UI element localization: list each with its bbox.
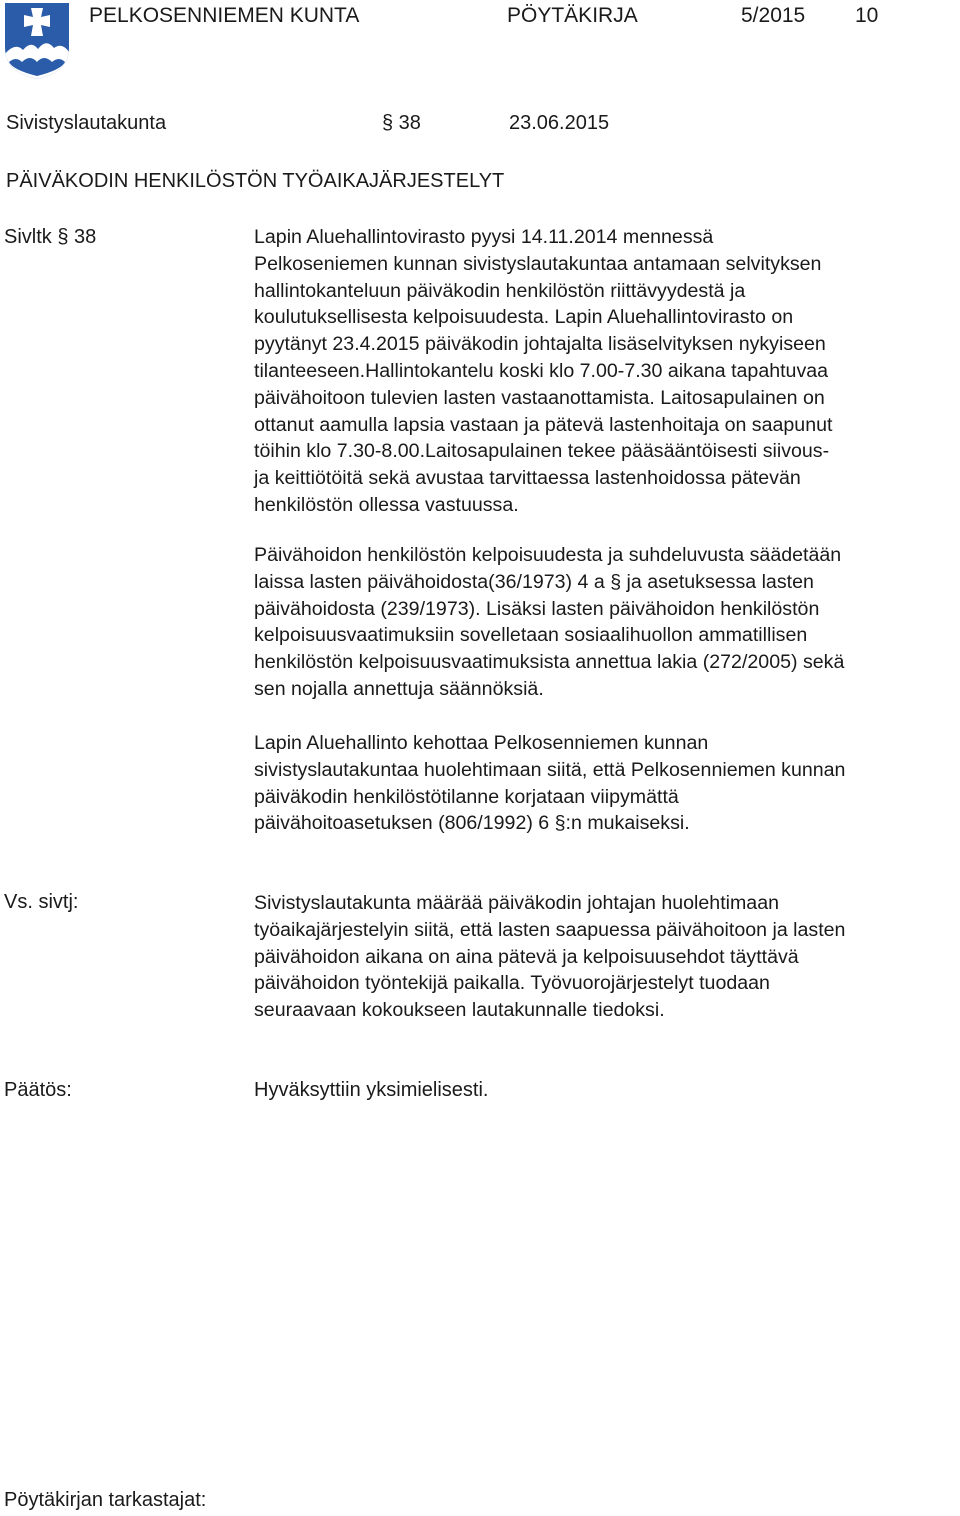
paragraph-line: päivähoitoasetuksen (806/1992) 6 §:n mukaiseksi. — [254, 812, 690, 835]
paragraph-line: tilanteeseen.Hallintokantelu koski klo 7.00-7.30 aikana tapahtuvaa — [254, 359, 829, 382]
paragraph-line: Lapin Aluehallintovirasto pyysi 14.11.2014 mennessä — [254, 226, 714, 248]
paragraph-line: päiväkodin henkilöstötilanne korjataan viipymättä — [254, 785, 679, 808]
paragraph-line: Pelkoseniemen kunnan sivistyslautakuntaa antamaan selvityksen — [254, 252, 822, 275]
proposal-line: päivähoidon työntekijä paikalla. Työvuorojärjestelyt tuodaan — [254, 972, 770, 995]
decision-label: Päätös: — [4, 1079, 72, 1101]
paragraph-line: pyytänyt 23.4.2015 päiväkodin johtajalta lisäselvityksen nykyiseen — [254, 333, 826, 356]
proposal-label: Vs. sivtj: — [4, 891, 79, 913]
paragraph-line: sivistyslautakuntaa huolehtimaan siitä, että Pelkosenniemen kunnan — [254, 758, 846, 781]
decision-text: Hyväksyttiin yksimielisesti. — [254, 1079, 489, 1101]
proposal-text — [254, 890, 959, 1024]
page-title: PÄIVÄKODIN HENKILÖSTÖN TYÖAIKAJÄRJESTELYT — [6, 170, 505, 192]
page-number: 10 — [855, 4, 879, 27]
case-label: Sivltk § 38 — [4, 226, 97, 248]
reviewers-label: Pöytäkirjan tarkastajat: — [4, 1489, 207, 1511]
paragraph-request — [254, 730, 959, 837]
meeting-date: 23.06.2015 — [509, 112, 610, 134]
paragraph-line: ja keittiötöitä sekä avustaa tarvittaessa lastenhoidossa pätevän — [254, 467, 801, 490]
proposal-line: päivähoidon aikana on aina pätevä ja kelpoisuusehdot täyttävä — [254, 945, 799, 968]
proposal-line: seuraavaan kokoukseen lautakunnalle tiedoksi. — [254, 999, 665, 1022]
paragraph-line: Päivähoidon henkilöstön kelpoisuudesta ja suhdeluvusta säädetään — [254, 544, 842, 566]
document-type: PÖYTÄKIRJA — [507, 4, 638, 27]
paragraph-line: päivähoidosta (239/1973). Lisäksi lasten päivähoidon henkilöstön — [254, 597, 820, 620]
paragraph-line: ottanut aamulla lapsia vastaan ja pätevä lastenhoitaja on saapunut — [254, 413, 833, 436]
paragraph-line: töihin klo 7.30-8.00.Laitosapulainen tekee pääsääntöisesti siivous- — [254, 440, 830, 463]
coat-of-arms-logo — [4, 2, 70, 80]
paragraph-background — [254, 224, 959, 519]
organization-name: PELKOSENNIEMEN KUNTA — [89, 4, 360, 27]
paragraph-line: päivähoitoon tulevien lasten vastaanottamista. Laitosapulainen on — [254, 386, 825, 409]
meeting-body: Sivistyslautakunta — [6, 112, 167, 134]
paragraph-legislation — [254, 542, 959, 703]
document-number: 5/2015 — [741, 4, 806, 27]
paragraph-line: laissa lasten päivähoidosta(36/1973) 4 a § ja asetuksessa lasten — [254, 570, 814, 593]
proposal-line: Sivistyslautakunta määrää päiväkodin johtajan huolehtimaan — [254, 892, 780, 914]
paragraph-line: henkilöstön ollessa vastuussa. — [254, 493, 519, 516]
proposal-line: työaikajärjestelyin siitä, että lasten saapuessa päivähoitoon ja lasten — [254, 918, 846, 941]
paragraph-line: koulutuksellisesta kelpoisuudesta. Lapin Aluehallintovirasto on — [254, 306, 794, 329]
paragraph-line: hallintokanteluun päiväkodin henkilöstön riittävyydestä ja — [254, 279, 746, 302]
meeting-section: § 38 — [382, 112, 421, 134]
paragraph-line: henkilöstön kelpoisuusvaatimuksista annettua lakia (272/2005) sekä — [254, 651, 845, 674]
paragraph-line: sen nojalla annettuja säännöksiä. — [254, 677, 544, 700]
paragraph-line: kelpoisuusvaatimuksiin sovelletaan sosiaalihuollon ammatillisen — [254, 624, 808, 647]
paragraph-line: Lapin Aluehallinto kehottaa Pelkosenniemen kunnan — [254, 732, 709, 754]
